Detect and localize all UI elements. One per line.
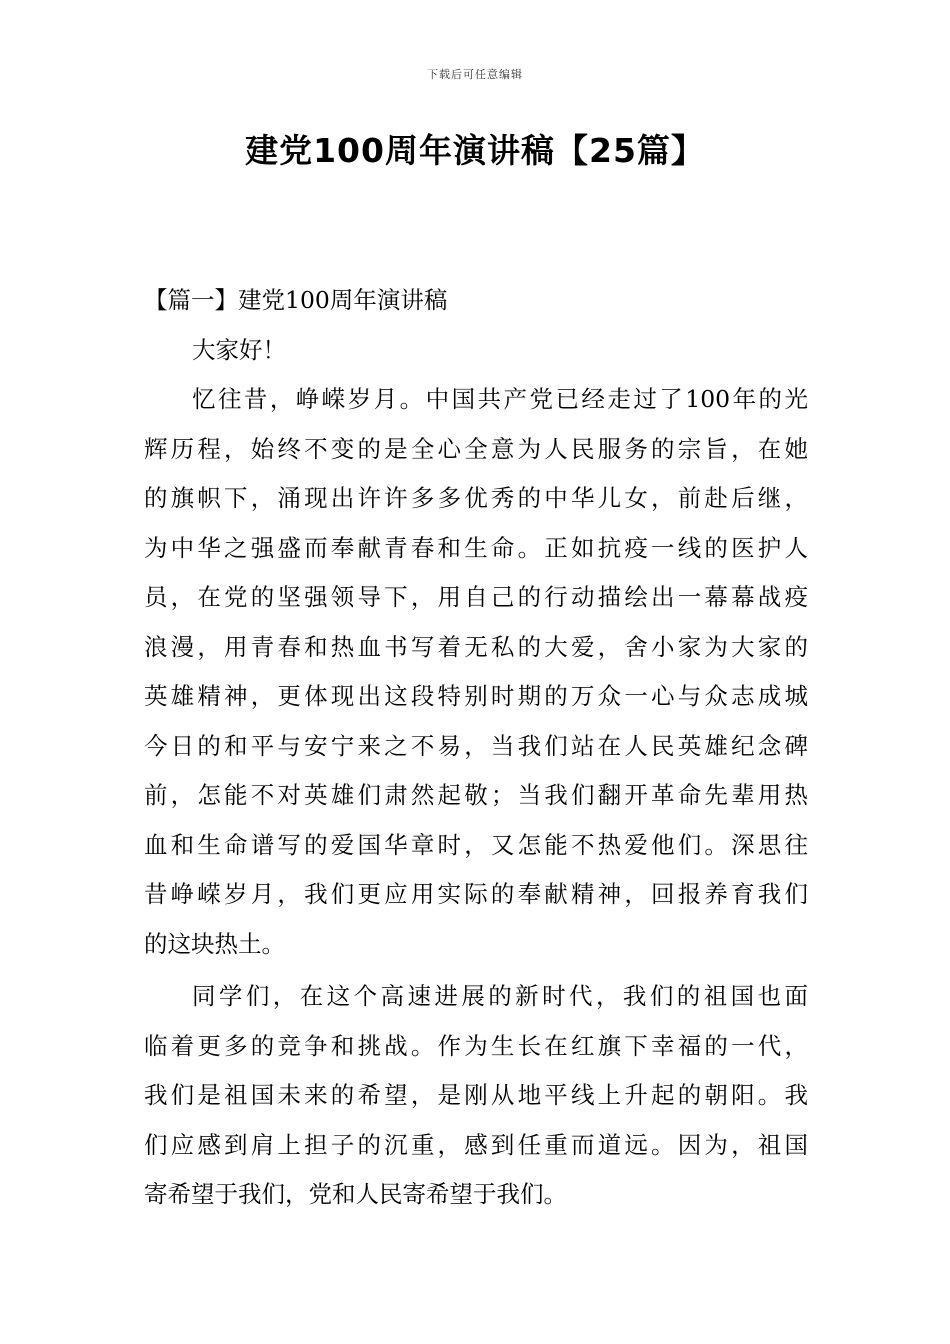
paragraph-line: 英雄精神，更体现出这段特别时期的万众一心与众志成城 [144,682,808,710]
paragraph-line: 今日的和平与安宁来之不易，当我们站在人民英雄纪念碑 [144,731,808,760]
paragraph-line: 前，怎能不对英雄们肃然起敬；当我们翻开革命先辈用热 [144,781,808,809]
section-heading: 【篇一】建党100周年演讲稿 [144,286,448,314]
greeting: 大家好！ [192,335,286,364]
paragraph-line: 为中华之强盛而奉献青春和生命。正如抗疫一线的医护人 [144,533,808,562]
document-body [144,276,808,1220]
header-note: 下载后可任意编辑 [427,68,523,81]
paragraph-line: 浪漫，用青春和热血书写着无私的大爱，舍小家为大家的 [144,632,808,661]
paragraph-line: 血和生命谱写的爱国华章时，又怎能不热爱他们。深思往 [144,830,808,859]
paragraph-line: 同学们，在这个高速进展的新时代，我们的祖国也面 [192,982,808,1010]
paragraph-2 [144,972,808,1220]
paragraph-line: 们应感到肩上担子的沉重，感到任重而道远。因为，祖国 [144,1130,808,1159]
paragraph-line: 临着更多的竞争和挑战。作为生长在红旗下幸福的一代， [144,1031,808,1060]
document-title: 建党100周年演讲稿【25篇】 [245,131,705,170]
paragraph-line: 员，在党的坚强领导下，用自己的行动描绘出一幕幕战疫 [144,583,808,611]
paragraph-line: 我们是祖国未来的希望，是刚从地平线上升起的朝阳。我 [144,1081,808,1109]
paragraph-line: 的这块热土。 [144,929,285,958]
paragraph-line: 忆往昔，峥嵘岁月。中国共产党已经走过了100年的光 [192,385,808,413]
paragraph-line: 辉历程，始终不变的是全心全意为人民服务的宗旨，在她 [144,434,808,463]
paragraph-line: 的旗帜下，涌现出许许多多优秀的中华儿女，前赴后继， [144,484,808,512]
paragraph-line: 昔峥嵘岁月，我们更应用实际的奉献精神，回报养育我们 [144,880,808,908]
paragraph-1 [144,375,808,969]
paragraph-line: 寄希望于我们，党和人民寄希望于我们。 [144,1180,567,1208]
